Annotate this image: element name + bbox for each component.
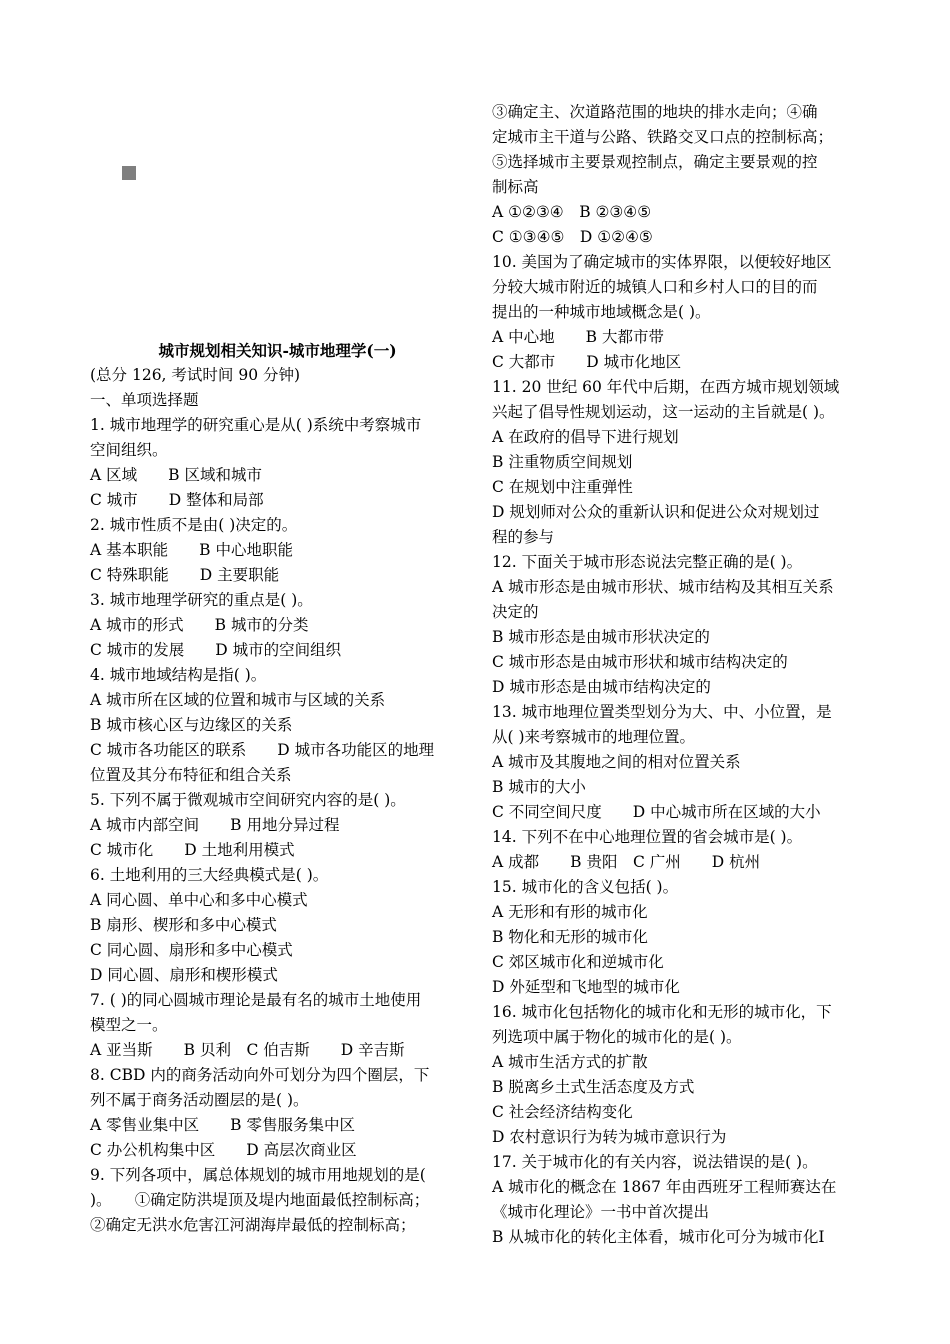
right-column-line: B 城市的大小 <box>492 778 586 796</box>
right-column-line: 14. 下列不在中心地理位置的省会城市是( )。 <box>492 828 803 846</box>
right-column-line: A 在政府的倡导下进行规划 <box>492 428 679 446</box>
left-column-line: 8. CBD 内的商务活动向外可划分为四个圈层，下 <box>90 1066 430 1084</box>
right-column-line: 11. 20 世纪 60 年代中后期，在西方城市规划领域 <box>492 378 840 396</box>
right-column-line: C 社会经济结构变化 <box>492 1103 633 1121</box>
left-column-line: 9. 下列各项中，属总体规划的城市用地规划的是( <box>90 1166 426 1184</box>
right-column-line: C 大都市 D 城市化地区 <box>492 353 682 371</box>
left-column-line: D 同心圆、扇形和楔形模式 <box>90 966 278 984</box>
left-column-line: 列不属于商务活动圈层的是( )。 <box>90 1091 309 1109</box>
right-column-line: C ①③④⑤ D ①②④⑤ <box>492 228 653 246</box>
left-column-line: A 城市所在区域的位置和城市与区域的关系 <box>90 691 386 709</box>
left-column-line: B 城市核心区与边缘区的关系 <box>90 716 293 734</box>
right-column-line: D 规划师对公众的重新认识和促进公众对规划过 <box>492 503 820 521</box>
right-column-line: C 城市形态是由城市形状和城市结构决定的 <box>492 653 788 671</box>
right-column-line: 列选项中属于物化的城市化的是( )。 <box>492 1028 742 1046</box>
left-column-line: C 城市各功能区的联系 D 城市各功能区的地理 <box>90 741 435 759</box>
right-column-line: D 外延型和飞地型的城市化 <box>492 978 680 996</box>
right-column-line: 分较大城市附近的城镇人口和乡村人口的目的而 <box>492 278 818 296</box>
left-column-line: 空间组织。 <box>90 441 168 459</box>
right-column-line: 程的参与 <box>492 528 555 546</box>
right-column-line: 从( )来考察城市的地理位置。 <box>492 728 696 746</box>
right-column-line: A ①②③④ B ②③④⑤ <box>492 203 652 221</box>
left-column-line: A 基本职能 B 中心地职能 <box>90 541 293 559</box>
left-column-line: A 同心圆、单中心和多中心模式 <box>90 891 308 909</box>
left-column-line: A 亚当斯 B 贝利 C 伯吉斯 D 辛吉斯 <box>90 1041 405 1059</box>
right-column-line: ③确定主、次道路范围的地块的排水走向；④确 <box>492 103 818 121</box>
right-column-line: B 脱离乡土式生活态度及方式 <box>492 1078 695 1096</box>
right-column-line: 兴起了倡导性规划运动，这一运动的主旨就是( )。 <box>492 403 835 421</box>
left-column-line: 7. ( )的同心圆城市理论是最有名的城市土地使用 <box>90 991 422 1009</box>
left-column-line: A 区域 B 区域和城市 <box>90 466 262 484</box>
left-column-line: 2. 城市性质不是由( )决定的。 <box>90 516 298 534</box>
right-column-line: A 城市及其腹地之间的相对位置关系 <box>492 753 741 771</box>
section-heading: 一、单项选择题 <box>90 391 199 409</box>
left-column-line: 5. 下列不属于微观城市空间研究内容的是( )。 <box>90 791 406 809</box>
left-column-line: C 城市的发展 D 城市的空间组织 <box>90 641 342 659</box>
left-column-line: C 同心圆、扇形和多中心模式 <box>90 941 293 959</box>
right-column-line: A 城市化的概念在 1867 年由西班牙工程师赛达在 <box>492 1178 837 1196</box>
right-column-line: C 不同空间尺度 D 中心城市所在区域的大小 <box>492 803 821 821</box>
right-column-line: 《城市化理论》一书中首次提出 <box>492 1203 710 1221</box>
left-column-line: A 零售业集中区 B 零售服务集中区 <box>90 1116 355 1134</box>
right-column <box>492 100 862 1250</box>
right-column-line: C 在规划中注重弹性 <box>492 478 633 496</box>
square-bullet-icon <box>122 166 136 180</box>
right-column-line: 制标高 <box>492 178 539 196</box>
right-column-line: 16. 城市化包括物化的城市化和无形的城市化，下 <box>492 1003 832 1021</box>
left-column-line: C 办公机构集中区 D 高层次商业区 <box>90 1141 357 1159</box>
right-column-line: 10. 美国为了确定城市的实体界限，以便较好地区 <box>492 253 832 271</box>
left-column-line: C 城市化 D 土地利用模式 <box>90 841 295 859</box>
left-column-line: 4. 城市地域结构是指( )。 <box>90 666 267 684</box>
right-column-line: D 农村意识行为转为城市意识行为 <box>492 1128 727 1146</box>
right-column-line: A 无形和有形的城市化 <box>492 903 648 921</box>
left-column-line: A 城市的形式 B 城市的分类 <box>90 616 309 634</box>
left-column-line: C 特殊职能 D 主要职能 <box>90 566 280 584</box>
left-column-line: A 城市内部空间 B 用地分异过程 <box>90 816 340 834</box>
right-column-line: A 城市形态是由城市形状、城市结构及其相互关系 <box>492 578 834 596</box>
left-column-line: 位置及其分布特征和组合关系 <box>90 766 292 784</box>
right-column-line: D 城市形态是由城市结构决定的 <box>492 678 711 696</box>
left-column-line: B 扇形、楔形和多中心模式 <box>90 916 277 934</box>
right-column-line: ⑤选择城市主要景观控制点，确定主要景观的控 <box>492 153 818 171</box>
right-column-line: B 物化和无形的城市化 <box>492 928 648 946</box>
right-column-line: A 中心地 B 大都市带 <box>492 328 664 346</box>
left-column-line: 模型之一。 <box>90 1016 168 1034</box>
left-column-line: ②确定无洪水危害江河湖海岸最低的控制标高； <box>90 1216 416 1234</box>
left-column-line: )。 ①确定防洪堤顶及堤内地面最低控制标高； <box>90 1191 430 1209</box>
left-column-lines <box>90 413 465 1238</box>
document-title: 城市规划相关知识-城市地理学(一) <box>158 341 397 360</box>
right-column-line: 定城市主干道与公路、铁路交叉口点的控制标高； <box>492 128 834 146</box>
right-column-line: 15. 城市化的含义包括( )。 <box>492 878 679 896</box>
right-column-line: B 注重物质空间规划 <box>492 453 633 471</box>
right-column-line: A 成都 B 贵阳 C 广州 D 杭州 <box>492 853 761 871</box>
right-column-line: 提出的一种城市地域概念是( )。 <box>492 303 711 321</box>
left-column-line: 6. 土地利用的三大经典模式是( )。 <box>90 866 329 884</box>
right-column-line: B 城市形态是由城市形状决定的 <box>492 628 710 646</box>
right-column-line: 13. 城市地理位置类型划分为大、中、小位置，是 <box>492 703 832 721</box>
right-column-line: B 从城市化的转化主体看，城市化可分为城市化Ⅰ <box>492 1228 825 1246</box>
right-column-line: 12. 下面关于城市形态说法完整正确的是( )。 <box>492 553 803 571</box>
left-column-line: 1. 城市地理学的研究重心是从( )系统中考察城市 <box>90 416 422 434</box>
right-column-lines <box>492 100 862 1250</box>
right-column-line: 决定的 <box>492 603 539 621</box>
left-column <box>90 363 465 1238</box>
left-column-line: 3. 城市地理学研究的重点是( )。 <box>90 591 313 609</box>
right-column-line: A 城市生活方式的扩散 <box>492 1053 648 1071</box>
right-column-line: C 郊区城市化和逆城市化 <box>492 953 664 971</box>
exam-meta: (总分 126, 考试时间 90 分钟) <box>90 366 301 384</box>
left-column-line: C 城市 D 整体和局部 <box>90 491 264 509</box>
right-column-line: 17. 关于城市化的有关内容，说法错误的是( )。 <box>492 1153 818 1171</box>
